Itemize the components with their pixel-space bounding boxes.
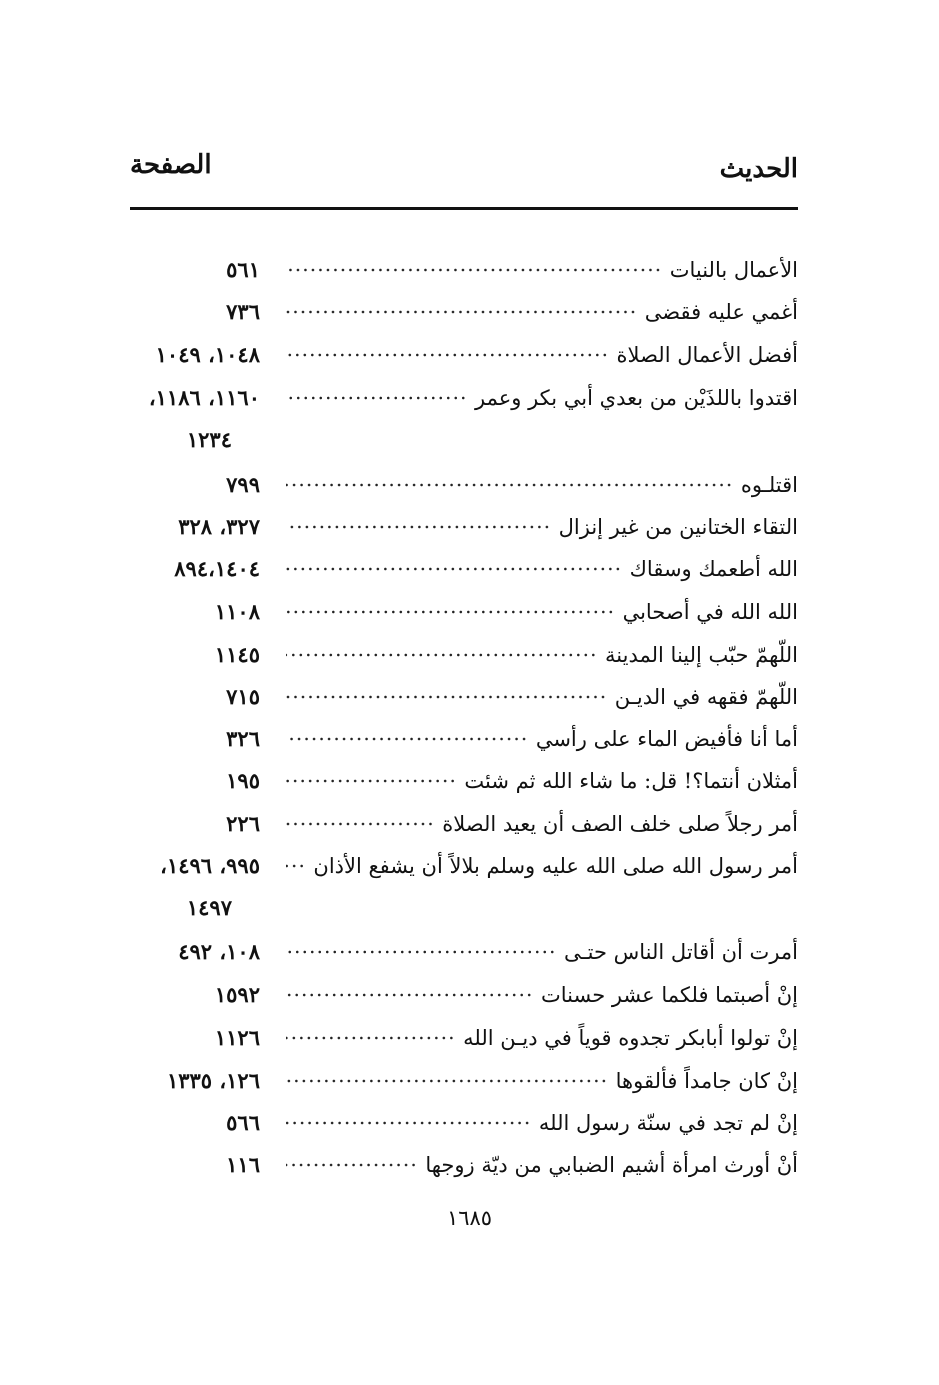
page-references: ٥٦٦ <box>226 1110 260 1135</box>
hadith-title: أمرت أن أقاتل الناس حتـى <box>564 940 798 964</box>
hadith-title: أما أنا فأفيض الماء على رأسي <box>535 727 798 751</box>
page-number: ١٦٨٥ <box>446 1206 493 1230</box>
hadith-title: الأعمال بالنيات <box>669 258 798 282</box>
page-references: ١٠٤٨، ١٠٤٩ <box>155 342 260 367</box>
index-entry <box>128 848 798 884</box>
hadith-title: أمثلان أنتما؟! قل: ما شاء الله ثم شئت <box>464 769 798 793</box>
index-entry <box>128 1105 798 1141</box>
dot-leader <box>286 694 607 700</box>
hadith-title: التقاء الختانين من غير إنزال <box>558 515 798 539</box>
hadith-title: إنْ تولوا أبابكر تجدوه قوياً في ديـن الله <box>463 1026 798 1050</box>
index-entry <box>128 380 798 416</box>
index-entry <box>128 934 798 970</box>
page-references: ١١٦٠، ١١٨٦، <box>148 385 260 410</box>
index-entry <box>128 1020 798 1056</box>
hadith-title: الله الله في أصحابي <box>622 600 798 624</box>
dot-leader <box>286 267 662 273</box>
page-references: ٣٢٦ <box>226 726 260 751</box>
page-references: ٣٢٧، ٣٢٨ <box>178 514 260 539</box>
page-references: ١١٢٦ <box>214 1025 260 1050</box>
index-entry <box>128 467 798 503</box>
page-references: ٧١٥ <box>226 684 260 709</box>
hadith-title: أغمي عليه فقضى <box>644 300 798 324</box>
hadith-title: إنْ كان جامداً فألقوها <box>615 1069 798 1093</box>
page-references: ٢٢٦ <box>226 811 260 836</box>
index-entry <box>128 594 798 630</box>
page-references: ٧٩٩ <box>226 472 260 497</box>
dot-leader <box>286 778 456 784</box>
index-entry <box>128 721 798 757</box>
hadith-title: اللّهمّ فقهه في الديـن <box>614 685 798 709</box>
index-entry <box>128 977 798 1013</box>
dot-leader <box>286 352 609 358</box>
dot-leader <box>286 736 528 742</box>
page-references-continued: ١٤٩٧ <box>186 895 232 920</box>
index-entry <box>128 509 798 545</box>
dot-leader <box>286 992 533 998</box>
page-column-header: الصفحة <box>130 150 212 180</box>
hadith-title: الله أطعمك وسقاك <box>629 557 798 581</box>
dot-leader <box>286 609 615 615</box>
page-references: ١١٤٥ <box>214 642 260 667</box>
hadith-title: اقتدوا باللذَيْن من بعدي أبي بكر وعمر <box>475 386 798 410</box>
hadith-column-header: الحديث <box>719 154 798 184</box>
dot-leader <box>286 652 597 658</box>
page-references: ١١٠٨ <box>214 599 260 624</box>
index-entry <box>128 679 798 715</box>
page-references: ١٠٨، ٤٩٢ <box>178 939 260 964</box>
index-entry <box>128 806 798 842</box>
dot-leader <box>286 309 637 315</box>
header-divider <box>130 207 798 210</box>
page-references: ٧٣٦ <box>226 299 260 324</box>
dot-leader <box>286 821 434 827</box>
page-references: ٨٩٤،١٤٠٤ <box>174 556 260 581</box>
page-references-continued: ١٢٣٤ <box>186 427 232 452</box>
dot-leader <box>286 1162 417 1168</box>
page-references: ٥٦١ <box>226 257 260 282</box>
hadith-title: إنْ لم تجد في سنّة رسول الله <box>538 1111 798 1135</box>
index-entry <box>128 763 798 799</box>
hadith-title: أمر رجلاً صلى خلف الصف أن يعيد الصلاة <box>442 812 798 836</box>
dot-leader <box>286 949 556 955</box>
hadith-title: أنْ أورث امرأة أشيم الضبابي من ديّة زوجها <box>425 1153 798 1177</box>
hadith-title: أفضل الأعمال الصلاة <box>616 343 798 367</box>
dot-leader <box>286 863 305 869</box>
index-entry <box>128 1063 798 1099</box>
dot-leader <box>286 482 733 488</box>
page-references: ١٩٥ <box>226 768 260 793</box>
hadith-title: اللّهمّ حبّب إلينا المدينة <box>605 643 798 667</box>
hadith-title: اقتلـوه <box>740 473 798 497</box>
page-references: ١٥٩٢ <box>214 982 260 1007</box>
hadith-title: إنْ أصبتما فلكما عشر حسنات <box>540 983 798 1007</box>
page-references: ١١٦ <box>226 1152 260 1177</box>
index-entry <box>128 337 798 373</box>
dot-leader <box>286 524 551 530</box>
dot-leader <box>286 395 467 401</box>
index-entry <box>128 294 798 330</box>
dot-leader <box>286 1035 455 1041</box>
index-entry <box>128 637 798 673</box>
dot-leader <box>286 1120 531 1126</box>
page-references: ١٢٦، ١٣٣٥ <box>166 1068 260 1093</box>
page-references: ٩٩٥، ١٤٩٦، <box>160 853 260 878</box>
index-entry <box>128 1147 798 1183</box>
dot-leader <box>286 1078 608 1084</box>
index-entry <box>128 551 798 587</box>
dot-leader <box>286 566 622 572</box>
hadith-title: أمر رسول الله صلى الله عليه وسلم بلالاً أن يشفع الأذان <box>313 854 798 878</box>
index-entry <box>128 252 798 288</box>
